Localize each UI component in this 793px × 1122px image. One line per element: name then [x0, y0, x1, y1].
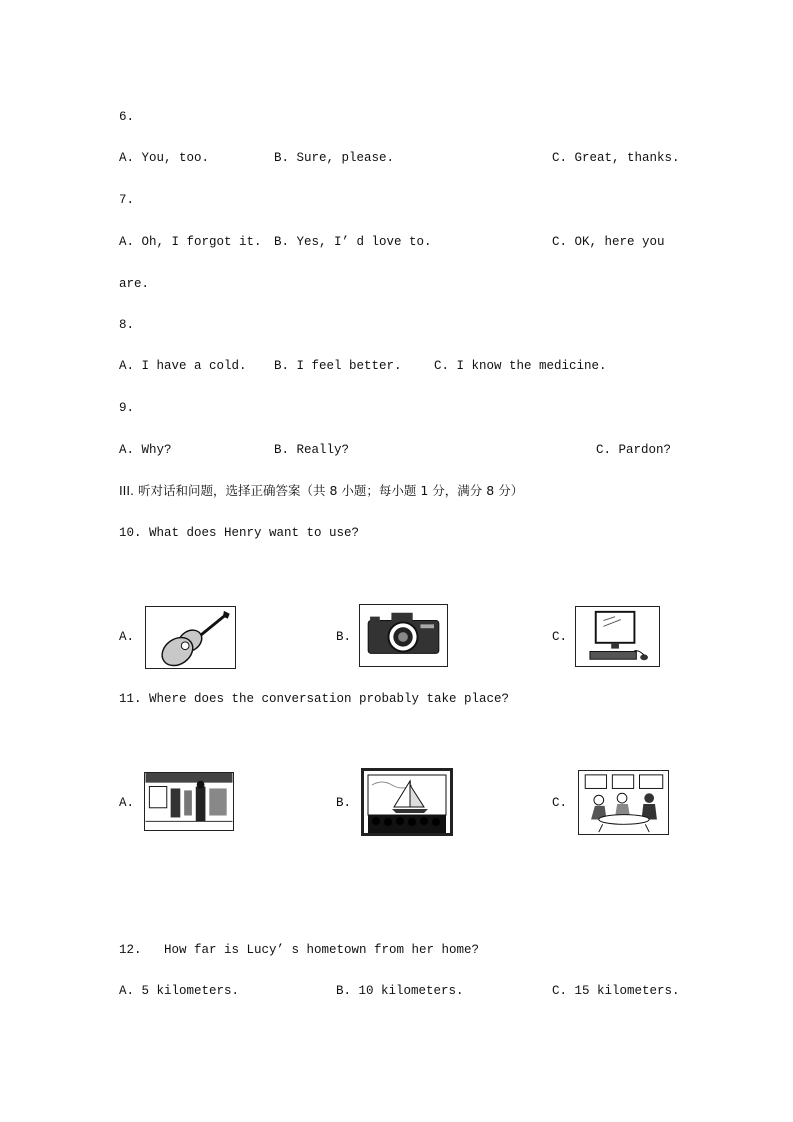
question-6-number: 6. — [119, 110, 135, 124]
q10-option-a-label: A. — [119, 630, 135, 644]
computer-icon — [575, 606, 660, 667]
question-11-text: 11. Where does the conversation probably take place? — [119, 692, 510, 706]
section-3-heading: III. 听对话和问题，选择正确答案（共 8 小题；每小题 1 分，满分 8 分） — [119, 483, 524, 498]
q11-option-b-label: B. — [336, 796, 352, 810]
q10-option-c-label: C. — [552, 630, 568, 644]
q11-option-c-label: C. — [552, 796, 568, 810]
question-12-text: 12. How far is Lucy’ s hometown from her home? — [119, 943, 480, 957]
q12-option-b: B. 10 kilometers. — [336, 984, 464, 998]
q8-option-c: C. I know the medicine. — [434, 359, 607, 373]
q8-option-a: A. I have a cold. — [119, 359, 247, 373]
q7-option-b: B. Yes, I’ d love to. — [274, 235, 432, 249]
question-7-number: 7. — [119, 193, 135, 207]
q9-option-b: B. Really? — [274, 443, 350, 457]
q7-option-a: A. Oh, I forgot it. — [119, 235, 262, 249]
q6-option-a: A. You, too. — [119, 151, 210, 165]
guitar-icon — [145, 606, 236, 669]
q6-option-c: C. Great, thanks. — [552, 151, 680, 165]
q9-option-c: C. Pardon? — [596, 443, 672, 457]
q7-option-c: C. OK, here you — [552, 235, 665, 249]
camera-icon — [359, 604, 448, 667]
q12-option-c: C. 15 kilometers. — [552, 984, 680, 998]
q9-option-a: A. Why? — [119, 443, 172, 457]
q12-option-a: A. 5 kilometers. — [119, 984, 240, 998]
question-9-number: 9. — [119, 401, 135, 415]
q8-option-b: B. I feel better. — [274, 359, 402, 373]
q7-option-c-continued: are. — [119, 277, 150, 291]
cinema-sailboat-scene — [361, 768, 453, 836]
restaurant-scene — [578, 770, 669, 835]
question-10-text: 10. What does Henry want to use? — [119, 526, 360, 540]
question-8-number: 8. — [119, 318, 135, 332]
q11-option-a-label: A. — [119, 796, 135, 810]
q10-option-b-label: B. — [336, 630, 352, 644]
store-scene — [144, 772, 234, 831]
q6-option-b: B. Sure, please. — [274, 151, 395, 165]
